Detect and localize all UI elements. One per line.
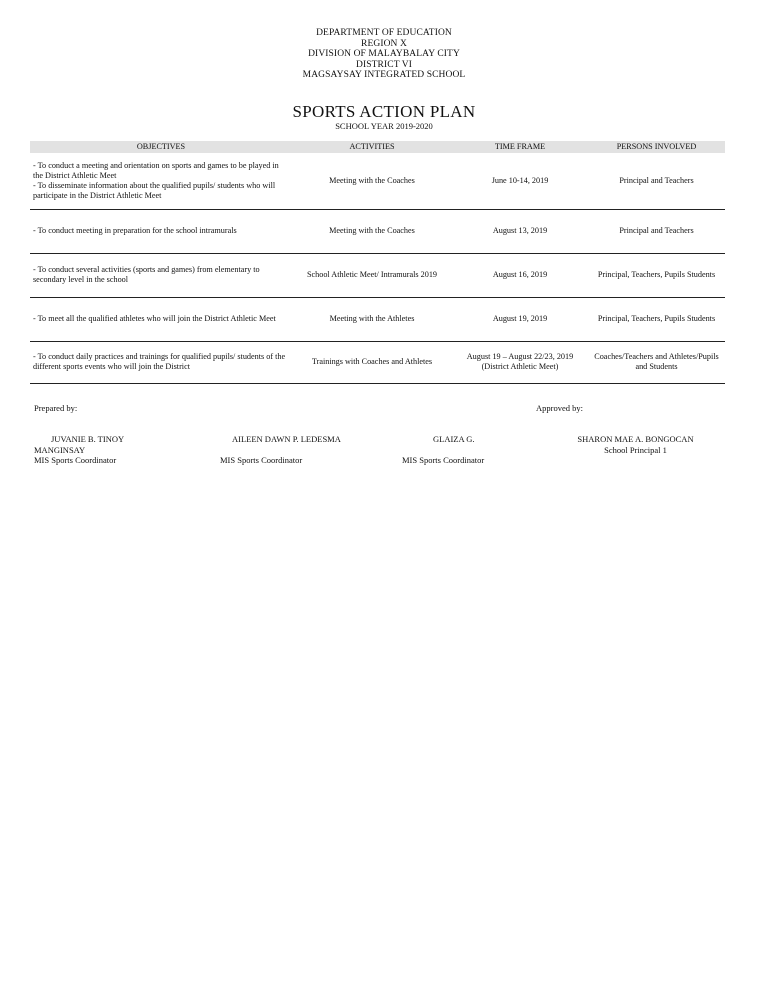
persons-cell: Principal and Teachers: [588, 153, 725, 209]
header-activities: ACTIVITIES: [292, 141, 452, 153]
header-objectives: OBJECTIVES: [30, 141, 292, 153]
table-row: [30, 153, 725, 209]
objective-text: - To conduct a meeting and orientation on sports and games to be played in the District Athletic Meet: [33, 160, 279, 180]
activity-cell: Meeting with the Coaches: [292, 153, 452, 209]
signatory-role: MIS Sports Coordinator: [34, 455, 117, 465]
signatory-name: SHARON MAE A. BONGOCAN: [577, 434, 694, 444]
signatory-name: GLAIZA G.: [433, 434, 475, 444]
signatory-name: JUVANIE B. TINOY: [51, 434, 125, 444]
action-plan-table: [30, 141, 725, 384]
activity-cell: Meeting with the Athletes: [292, 297, 452, 341]
table-row: [30, 341, 725, 383]
persons-cell: Principal, Teachers, Pupils Students: [588, 253, 725, 297]
objective-text: - To disseminate information about the qualified pupils/ students who will participate in the District Athletic Meet: [33, 180, 276, 200]
table-row: [30, 297, 725, 341]
table-header-row: [30, 141, 725, 153]
table-row: [30, 253, 725, 297]
signatory-role: School Principal 1: [604, 444, 667, 455]
persons-cell: Coaches/Teachers and Athletes/Pupils and Students: [588, 341, 725, 383]
signatory-role: MIS Sports Coordinator: [402, 455, 485, 465]
activity-cell: School Athletic Meet/ Intramurals 2019: [292, 253, 452, 297]
objectives-cell: [30, 253, 292, 297]
signatory-block: [402, 434, 542, 466]
objectives-cell: [30, 341, 292, 383]
objective-text: - To meet all the qualified athletes who will join the District Athletic Meet: [33, 314, 276, 323]
document-header: [0, 28, 768, 81]
division-name: DIVISION OF MALAYBALAY CITY: [308, 49, 460, 59]
signatory-block: [34, 434, 174, 466]
objectives-cell: [30, 297, 292, 341]
objectives-cell: [30, 209, 292, 253]
activity-cell: Meeting with the Coaches: [292, 209, 452, 253]
approved-by-label: Approved by:: [536, 403, 583, 413]
objectives-cell: [30, 153, 292, 209]
school-name: MAGSAYSAY INTEGRATED SCHOOL: [302, 70, 466, 80]
header-persons-involved: PERSONS INVOLVED: [588, 141, 725, 153]
signatory-role: MIS Sports Coordinator: [220, 455, 303, 465]
objective-text: - To conduct several activities (sports and games) from elementary to secondary level in the school: [33, 265, 260, 284]
document-title: SPORTS ACTION PLAN: [292, 102, 476, 121]
table-row: [30, 209, 725, 253]
department-name: DEPARTMENT OF EDUCATION: [316, 28, 452, 38]
persons-cell: Principal, Teachers, Pupils Students: [588, 297, 725, 341]
activity-cell: Trainings with Coaches and Athletes: [292, 341, 452, 383]
time-frame-cell: August 16, 2019: [452, 253, 588, 297]
signatory-block: [220, 434, 390, 466]
objective-text: - To conduct daily practices and trainings for qualified pupils/ students of the different sports events who will join the District: [33, 352, 286, 371]
time-frame-cell: August 13, 2019: [452, 209, 588, 253]
signatory-block: [568, 434, 703, 455]
time-frame-cell: August 19 – August 22/23, 2019 (District Athletic Meet): [452, 341, 588, 383]
school-year: SCHOOL YEAR 2019-2020: [335, 121, 433, 131]
district-name: DISTRICT VI: [356, 59, 412, 70]
header-time-frame: TIME FRAME: [452, 141, 588, 153]
time-frame-cell: June 10-14, 2019: [452, 153, 588, 209]
time-frame-cell: August 19, 2019: [452, 297, 588, 341]
signatory-name-continued: MANGINSAY: [34, 444, 86, 455]
signatory-name: AILEEN DAWN P. LEDESMA: [232, 434, 341, 444]
objective-text: - To conduct meeting in preparation for the school intramurals: [33, 226, 237, 235]
persons-cell: Principal and Teachers: [588, 209, 725, 253]
prepared-by-label: Prepared by:: [34, 403, 78, 413]
region-name: REGION X: [361, 38, 407, 49]
